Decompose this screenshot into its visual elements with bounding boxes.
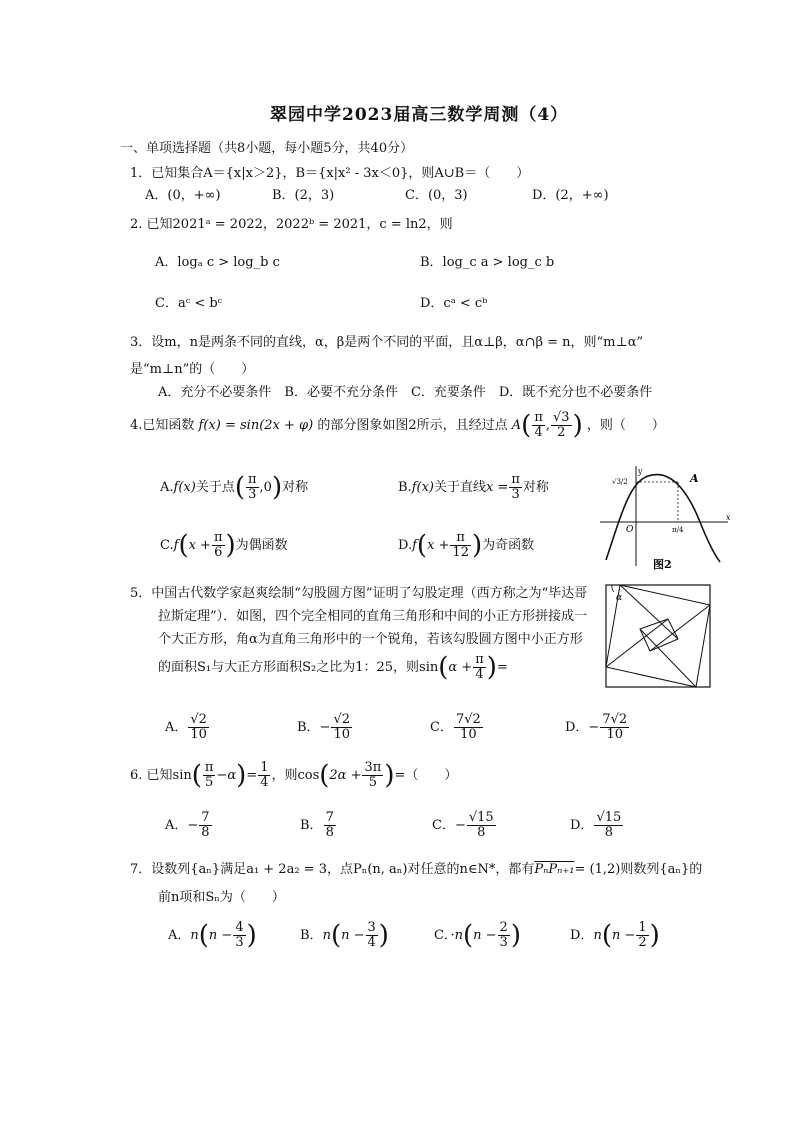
q7-stem-2: 前n项和Sₙ为（ ） — [158, 890, 285, 905]
q4-stem-mid: 的部分图象如图2所示，且经过点 — [317, 418, 508, 433]
q5-zhao-shuang-figure — [604, 583, 712, 689]
q1-option-b[interactable]: B．(2，3) — [272, 188, 335, 203]
q4-point-x: $\frac{\pi}{4}$ — [534, 410, 543, 440]
q2-option-d[interactable]: D．cᵃ < cᵇ — [420, 296, 488, 311]
q5-line-2: 拉斯定理”）．如图，四个完全相同的直角三角形和中间的小正方形拼接成一 — [158, 609, 588, 624]
q7-vector: PₙPₙ₊₁ — [534, 862, 575, 877]
q4-option-a[interactable]: A.f(x)关于点( $\frac{\pi}{3}$ ,0)对称 — [160, 472, 309, 503]
q4-stem-pre: 4.已知函数 — [130, 418, 195, 433]
page-title: 翠园中学2023届高三数学周测（4） — [270, 105, 569, 125]
q2-option-b[interactable]: B．log_c a > log_c b — [420, 255, 555, 270]
q2-option-c[interactable]: C．aᶜ < bᶜ — [155, 296, 223, 311]
q5-option-d[interactable]: D．− $\frac{7√2}{10}$ — [565, 712, 628, 742]
q7-option-c[interactable]: C．·n(n − $\frac{2}{3}$ ) — [434, 920, 521, 951]
q5-line-4: 的面积S₁与大正方形面积S₂之比为1：25，则sin(α + $\frac{\pi}{4}$ )= — [158, 652, 508, 683]
q4-stem-end: ，则（ ） — [586, 418, 665, 433]
q4-point-label: A — [511, 418, 522, 433]
q6-option-a[interactable]: A．− $\frac{7}{8}$ — [165, 810, 210, 840]
alpha-label: α — [616, 593, 623, 603]
y-axis-label: y — [638, 467, 643, 476]
q5-line-1: 5．中国古代数学家赵爽绘制“勾股圆方图”证明了勾股定理（西方称之为“毕达哥 — [130, 586, 588, 601]
figure-caption: 图2 — [653, 558, 672, 571]
q5-option-b[interactable]: B．− $\frac{√2}{10}$ — [297, 712, 351, 742]
q6-option-b[interactable]: B． $\frac{7}{8}$ — [300, 810, 334, 840]
q4-point-y: $\frac{√3}{2}$ — [553, 410, 570, 440]
point-a-label: A — [690, 472, 699, 485]
q6-stem: 6. 已知sin( $\frac{\pi}{5}$ −α)= $\frac{1}{4}$ ，则cos(2α + $\frac{3\pi}{5}$ )=（ ） — [130, 760, 458, 791]
q4-stem: 4.已知函数 f(x) = sin(2x + φ) 的部分图象如图2所示，且经过点 A( $\frac{\pi}{4}$ , $\frac{√3}{2}$ ) ，则（ ） — [130, 410, 665, 441]
q7-option-d[interactable]: D．n(n − $\frac{1}{2}$ ) — [570, 920, 660, 951]
q4-option-c[interactable]: C.f(x + $\frac{\pi}{6}$ )为偶函数 — [160, 530, 288, 561]
q4-function: f(x) = sin(2x + φ) — [198, 418, 314, 433]
origin-label: O — [626, 525, 634, 535]
q4-option-d[interactable]: D.f(x + $\frac{\pi}{12}$ )为奇函数 — [398, 530, 535, 561]
q4-figure-2 — [598, 462, 738, 572]
section-heading: 一、单项选择题（共8小题，每小题5分，共40分） — [120, 141, 414, 156]
q7-stem: 7．设数列{aₙ}满足a₁ + 2a₂ = 3，点Pₙ(n, aₙ)对任意的n∈N*，都有PₙPₙ₊₁= (1,2)则数列{aₙ}的 — [130, 862, 703, 877]
q3-stem: 3．设m，n是两条不同的直线，α，β是两个不同的平面，且α⊥β，α∩β = n，则“m⊥α” — [130, 335, 644, 350]
q4-option-b[interactable]: B.f(x)关于直线x = $\frac{\pi}{3}$ 对称 — [398, 472, 549, 502]
q3-stem-2: 是“m⊥n”的（ ） — [130, 362, 255, 377]
q7-option-b[interactable]: B．n(n − $\frac{3}{4}$ ) — [300, 920, 389, 951]
q1-stem: 1．已知集合A＝{x|x＞2}，B＝{x|x² - 3x＜0}，则A∪B＝（ ） — [130, 166, 530, 181]
q1-option-d[interactable]: D．(2，+∞) — [532, 188, 609, 203]
q7-option-a[interactable]: A．n(n − $\frac{4}{3}$ ) — [168, 920, 257, 951]
sine-curve — [606, 475, 720, 562]
q2-stem: 2. 已知2021ᵃ = 2022，2022ᵇ = 2021，c = ln2，则 — [130, 217, 453, 232]
q1-option-a[interactable]: A．(0，+∞) — [145, 188, 221, 203]
q5-option-a[interactable]: A． $\frac{√2}{10}$ — [165, 712, 207, 742]
q2-option-a[interactable]: A．logₐ c > log_b c — [155, 255, 280, 270]
q6-option-d[interactable]: D． $\frac{√15}{8}$ — [570, 810, 622, 840]
y-value-label: √3/2 — [612, 478, 628, 486]
q5-line-3: 个大正方形，角α为直角三角形中的一个锐角，若该勾股圆方图中小正方形 — [158, 632, 583, 647]
q1-option-c[interactable]: C．(0，3) — [405, 188, 468, 203]
x-axis-label: x — [726, 513, 731, 522]
x-value-label: π/4 — [672, 526, 684, 534]
q3-options[interactable]: A．充分不必要条件 B．必要不充分条件 C．充要条件 D．既不充分也不必要条件 — [158, 385, 653, 400]
q5-option-c[interactable]: C． $\frac{7√2}{10}$ — [430, 712, 481, 742]
q6-option-c[interactable]: C．− $\frac{√15}{8}$ — [432, 810, 494, 840]
